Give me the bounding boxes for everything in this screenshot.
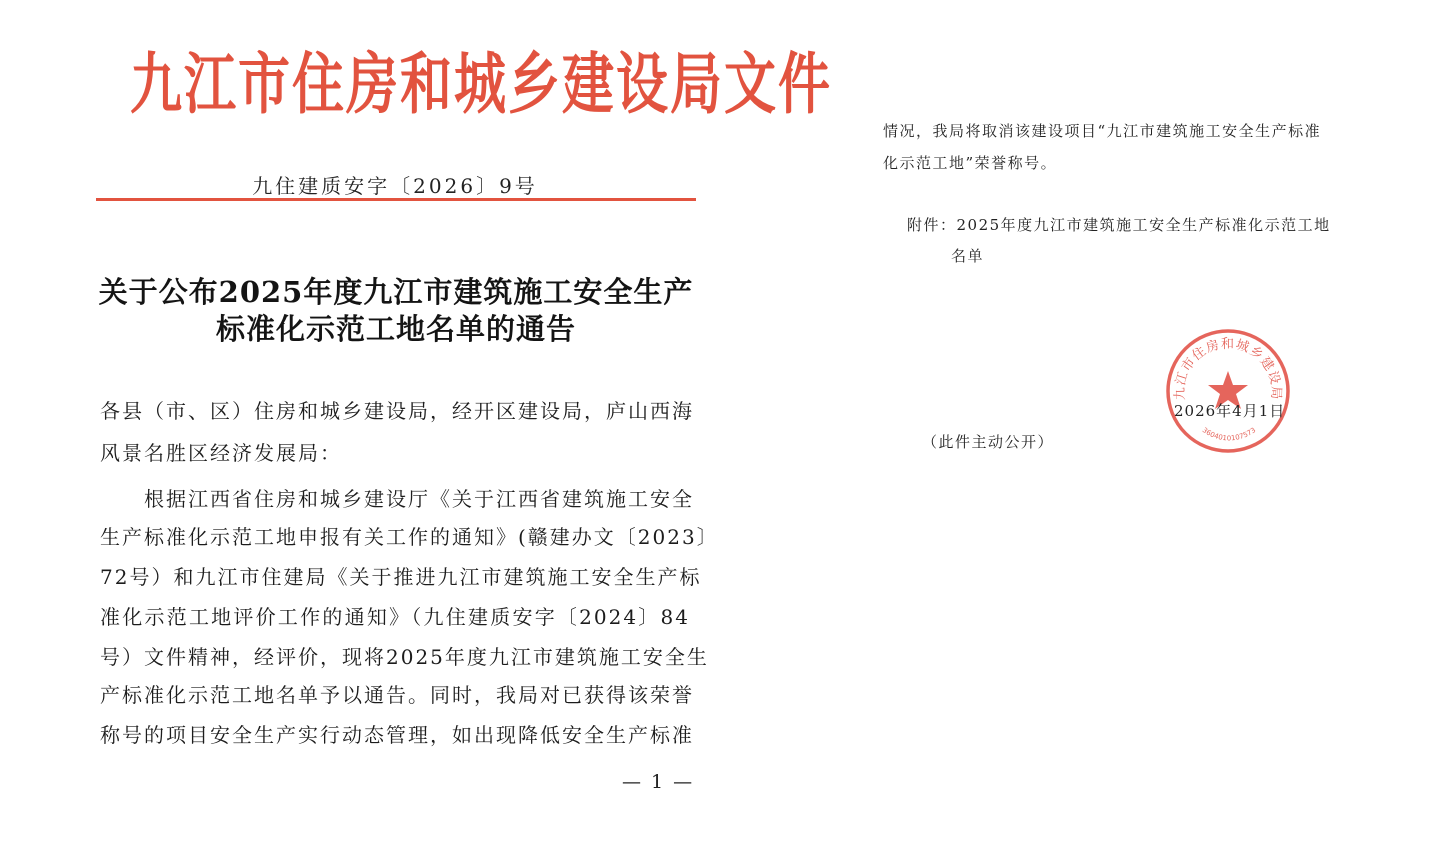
svg-text:3604010107573 <box>1201 426 1258 442</box>
document-number: 九住建质安字〔2026〕9号 <box>252 174 538 198</box>
document-header-title: 九江市住房和城乡建设局文件 <box>130 46 833 124</box>
body-line: 号）文件精神，经评价，现将2025年度九江市建筑施工安全生 <box>100 645 709 669</box>
issue-date: 2026年4月1日 <box>1174 402 1286 420</box>
attachment-line: 附件：2025年度九江市建筑施工安全生产标准化示范工地 <box>907 216 1331 234</box>
notice-title-line: 关于公布2025年度九江市建筑施工安全生产 <box>98 275 694 309</box>
public-disclosure-note: （此件主动公开） <box>922 433 1055 451</box>
body-line: 72号）和九江市住建局《关于推进九江市建筑施工安全生产标 <box>100 565 702 589</box>
seal-org-text: 九江市住房和城乡建设局 <box>1172 336 1284 401</box>
continuation-line: 情况，我局将取消该建设项目“九江市建筑施工安全生产标准 <box>883 122 1322 140</box>
body-line: 生产标准化示范工地申报有关工作的通知》(赣建办文〔2023〕 <box>100 525 719 549</box>
page-number: — 1 — <box>622 771 695 793</box>
attachment-line: 名单 <box>951 247 985 265</box>
notice-title-line: 标准化示范工地名单的通告 <box>215 312 576 346</box>
official-seal-icon <box>1164 327 1292 455</box>
continuation-line: 化示范工地”荣誉称号。 <box>883 154 1058 172</box>
notice-title <box>96 274 696 348</box>
body-line: 风景名胜区经济发展局： <box>100 441 342 465</box>
body-line: 根据江西省住房和城乡建设厅《关于江西省建筑施工安全 <box>100 487 694 511</box>
seal-code: 3604010107573 <box>1200 426 1258 443</box>
body-line: 准化示范工地评价工作的通知》（九住建质安字〔2024〕84 <box>100 605 690 629</box>
body-line: 称号的项目安全生产实行动态管理，如出现降低安全生产标准 <box>100 723 694 747</box>
red-divider <box>96 198 696 201</box>
body-line: 各县（市、区）住房和城乡建设局，经开区建设局，庐山西海 <box>100 399 694 423</box>
right-page <box>740 0 1442 863</box>
body-line: 产标准化示范工地名单予以通告。同时，我局对已获得该荣誉 <box>100 683 694 707</box>
